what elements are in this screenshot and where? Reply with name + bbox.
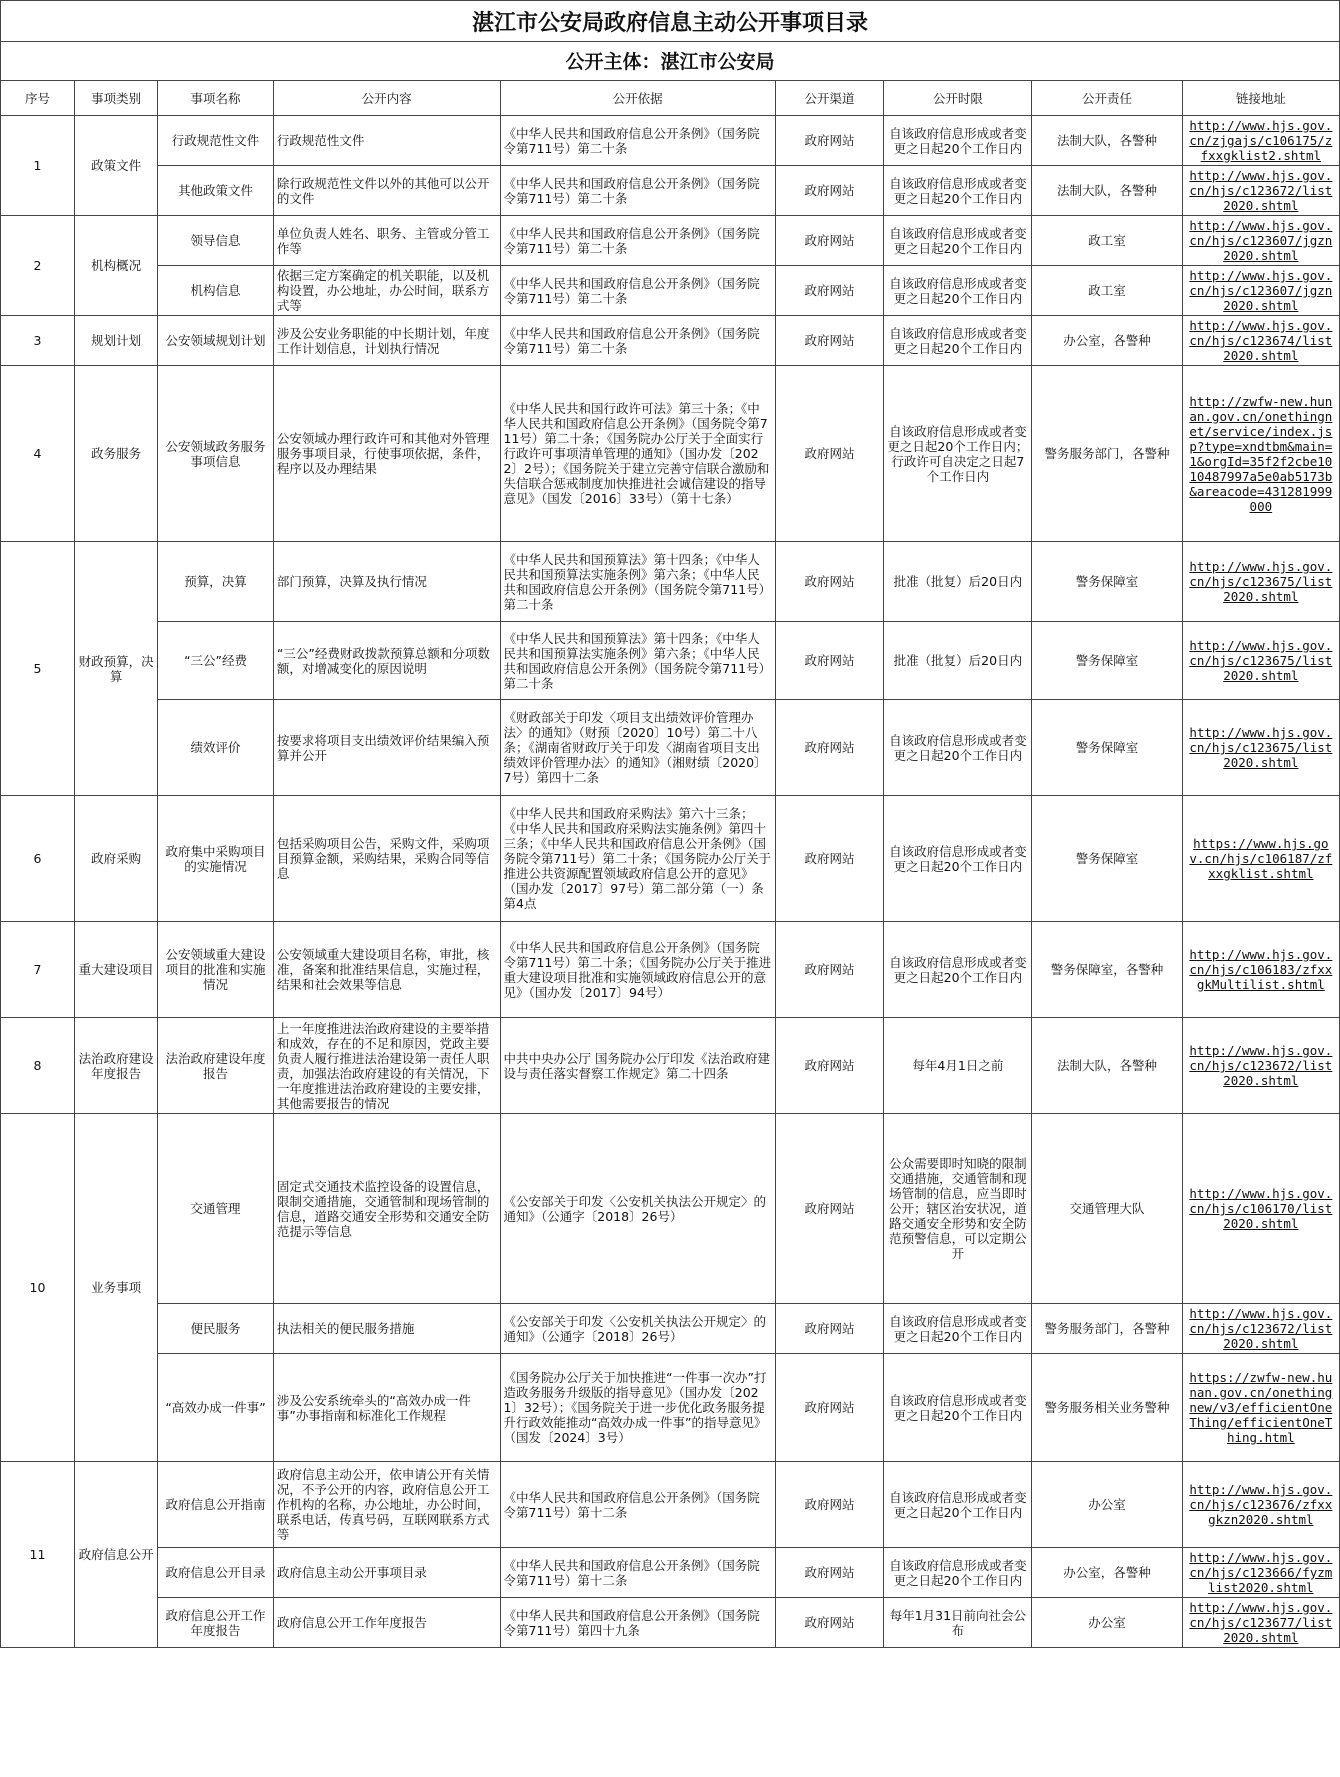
cell-content: 固定式交通技术监控设备的设置信息，限制交通措施，交通管制和现场管制的信息，道路交通安全形势和交通安全防范提示等信息 (273, 1114, 500, 1304)
table-row (1, 922, 1340, 1018)
cell-time-limit: 批准（批复）后20日内 (884, 542, 1032, 622)
cell-channel: 政府网站 (775, 366, 884, 542)
cell-basis: 《中华人民共和国预算法》第十四条；《中华人民共和国预算法实施条例》第六条；《中华人民共和国政府信息公开条例》（国务院令第711号）第二十条 (500, 622, 775, 700)
link-url[interactable]: http://www.hjs.gov.cn/hjs/c123672/list2020.shtml (1182, 166, 1339, 216)
link-url[interactable]: http://www.hjs.gov.cn/hjs/c123672/list2020.shtml (1182, 1018, 1339, 1114)
cell-category: 法治政府建设年度报告 (75, 1018, 158, 1114)
link-url[interactable]: http://www.hjs.gov.cn/hjs/c123666/fyzmlist2020.shtml (1182, 1548, 1339, 1598)
cell-content: 涉及公安系统牵头的“高效办成一件事”办事指南和标准化工作规程 (273, 1354, 500, 1462)
cell-content: “三公”经费财政拨款预算总额和分项数额，对增减变化的原因说明 (273, 622, 500, 700)
cell-item-name: 绩效评价 (158, 700, 274, 796)
cell-seq: 4 (1, 366, 75, 542)
link-url[interactable]: http://www.hjs.gov.cn/hjs/c123672/list2020.shtml (1182, 1304, 1339, 1354)
table-row (1, 1018, 1340, 1114)
cell-content: 上一年度推进法治政府建设的主要举措和成效，存在的不足和原因，党政主要负责人履行推进法治建设第一责任人职责，加强法治政府建设的有关情况，下一年度推进法治政府建设的主要安排，其他需要报告的情况 (273, 1018, 500, 1114)
cell-basis: 《中华人民共和国预算法》第十四条；《中华人民共和国预算法实施条例》第六条；《中华人民共和国政府信息公开条例》（国务院令第711号）第二十条 (500, 542, 775, 622)
cell-category: 政务服务 (75, 366, 158, 542)
header-responsibility: 公开责任 (1032, 81, 1182, 116)
header-content: 公开内容 (273, 81, 500, 116)
cell-seq: 2 (1, 216, 75, 316)
cell-content: 公安领域重大建设项目名称，审批，核准，备案和批准结果信息，实施过程，结果和社会效果等信息 (273, 922, 500, 1018)
link-url[interactable]: http://www.hjs.gov.cn/hjs/c123674/list2020.shtml (1182, 316, 1339, 366)
cell-time-limit: 公众需要即时知晓的限制交通措施，交通管制和现场管制的信息，应当即时公开；辖区治安状况，道路交通安全形势和安全防范预警信息，可以定期公开 (884, 1114, 1032, 1304)
cell-item-name: 法治政府建设年度报告 (158, 1018, 274, 1114)
cell-channel: 政府网站 (775, 622, 884, 700)
cell-basis: 《中华人民共和国政府信息公开条例》（国务院令第711号）第二十条 (500, 266, 775, 316)
cell-responsibility: 政工室 (1032, 266, 1182, 316)
cell-item-name: 预算，决算 (158, 542, 274, 622)
cell-category: 政策文件 (75, 116, 158, 216)
cell-seq: 10 (1, 1114, 75, 1462)
cell-responsibility: 警务保障室 (1032, 622, 1182, 700)
cell-channel: 政府网站 (775, 1304, 884, 1354)
cell-seq: 11 (1, 1462, 75, 1648)
link-url[interactable]: http://www.hjs.gov.cn/hjs/c123675/list2020.shtml (1182, 700, 1339, 796)
cell-responsibility: 法制大队，各警种 (1032, 166, 1182, 216)
cell-responsibility: 警务服务相关业务警种 (1032, 1354, 1182, 1462)
link-url[interactable]: https://www.hjs.gov.cn/hjs/c106187/zfxxgklist.shtml (1182, 796, 1339, 922)
table-row (1, 1462, 1340, 1548)
cell-channel: 政府网站 (775, 700, 884, 796)
cell-time-limit: 自该政府信息形成或者变更之日起20个工作日内；行政许可自决定之日起7个工作日内 (884, 366, 1032, 542)
cell-item-name: 便民服务 (158, 1304, 274, 1354)
cell-channel: 政府网站 (775, 166, 884, 216)
cell-basis: 《中华人民共和国政府信息公开条例》（国务院令第711号）第二十条；《国务院办公厅关于推进重大建设项目批准和实施领域政府信息公开的意见》（国办发〔2017〕94号） (500, 922, 775, 1018)
cell-channel: 政府网站 (775, 1598, 884, 1648)
cell-category: 机构概况 (75, 216, 158, 316)
table-row (1, 216, 1340, 266)
table-row (1, 1598, 1340, 1648)
link-url[interactable]: http://www.hjs.gov.cn/hjs/c106183/zfxxgkMultilist.shtml (1182, 922, 1339, 1018)
table-row (1, 1354, 1340, 1462)
cell-responsibility: 办公室 (1032, 1462, 1182, 1548)
table-row (1, 366, 1340, 542)
cell-item-name: 公安领域规划计划 (158, 316, 274, 366)
cell-seq: 8 (1, 1018, 75, 1114)
cell-category: 财政预算，决算 (75, 542, 158, 796)
cell-responsibility: 办公室 (1032, 1598, 1182, 1648)
cell-basis: 《中华人民共和国政府信息公开条例》（国务院令第711号）第四十九条 (500, 1598, 775, 1648)
cell-content: 涉及公安业务职能的中长期计划，年度工作计划信息，计划执行情况 (273, 316, 500, 366)
cell-content: 依据三定方案确定的机关职能，以及机构设置，办公地址，办公时间，联系方式等 (273, 266, 500, 316)
header-basis: 公开依据 (500, 81, 775, 116)
cell-time-limit: 自该政府信息形成或者变更之日起20个工作日内 (884, 796, 1032, 922)
cell-item-name: 领导信息 (158, 216, 274, 266)
cell-item-name: 交通管理 (158, 1114, 274, 1304)
cell-category: 业务事项 (75, 1114, 158, 1462)
cell-basis: 《中华人民共和国政府信息公开条例》（国务院令第711号）第十二条 (500, 1462, 775, 1548)
cell-item-name: 行政规范性文件 (158, 116, 274, 166)
cell-basis: 中共中央办公厅 国务院办公厅印发《法治政府建设与责任落实督察工作规定》第二十四条 (500, 1018, 775, 1114)
cell-seq: 7 (1, 922, 75, 1018)
cell-category: 政府采购 (75, 796, 158, 922)
header-item-name: 事项名称 (158, 81, 274, 116)
cell-time-limit: 自该政府信息形成或者变更之日起20个工作日内 (884, 266, 1032, 316)
page-title: 湛江市公安局政府信息主动公开事项目录 (0, 0, 1340, 42)
catalog-table (0, 80, 1340, 1648)
cell-basis: 《中华人民共和国行政许可法》第三十条；《中华人民共和国政府信息公开条例》（国务院令第711号）第二十条；《国务院办公厅关于全面实行行政许可事项清单管理的通知》（国办发〔2022〕2号）；《国务院关于建立完善守信联合激励和失信联合惩戒制度加快推进社会诚信建设的指导意见》（国发〔2016〕33号）（第十七条） (500, 366, 775, 542)
cell-item-name: 政府信息公开指南 (158, 1462, 274, 1548)
cell-responsibility: 法制大队，各警种 (1032, 116, 1182, 166)
table-row (1, 316, 1340, 366)
table-row (1, 166, 1340, 216)
cell-content: 部门预算，决算及执行情况 (273, 542, 500, 622)
cell-time-limit: 自该政府信息形成或者变更之日起20个工作日内 (884, 922, 1032, 1018)
link-url[interactable]: http://zwfw-new.hunan.gov.cn/onethingnet/service/index.jsp?type=xndtbm&main=1&orgId=35f2f2cbe1010487997a5e0ab5173b&areacode=431281999000 (1182, 366, 1339, 542)
cell-seq: 1 (1, 116, 75, 216)
cell-channel: 政府网站 (775, 316, 884, 366)
table-row (1, 622, 1340, 700)
table-row (1, 1114, 1340, 1304)
cell-item-name: 其他政策文件 (158, 166, 274, 216)
link-url[interactable]: http://www.hjs.gov.cn/hjs/c106170/list2020.shtml (1182, 1114, 1339, 1304)
table-row (1, 116, 1340, 166)
cell-channel: 政府网站 (775, 1548, 884, 1598)
cell-content: 单位负责人姓名、职务、主管或分管工作等 (273, 216, 500, 266)
cell-responsibility: 警务保障室 (1032, 796, 1182, 922)
link-url[interactable]: http://www.hjs.gov.cn/hjs/c123607/jgzn2020.shtml (1182, 266, 1339, 316)
cell-content: 政府信息主动公开事项目录 (273, 1548, 500, 1598)
cell-responsibility: 法制大队，各警种 (1032, 1018, 1182, 1114)
cell-channel: 政府网站 (775, 1462, 884, 1548)
table-row (1, 1548, 1340, 1598)
cell-content: 包括采购项目公告，采购文件，采购项目预算金额，采购结果，采购合同等信息 (273, 796, 500, 922)
cell-time-limit: 自该政府信息形成或者变更之日起20个工作日内 (884, 700, 1032, 796)
header-channel: 公开渠道 (775, 81, 884, 116)
cell-time-limit: 自该政府信息形成或者变更之日起20个工作日内 (884, 216, 1032, 266)
table-row (1, 1304, 1340, 1354)
cell-basis: 《中华人民共和国政府信息公开条例》（国务院令第711号）第二十条 (500, 316, 775, 366)
table-row (1, 266, 1340, 316)
cell-time-limit: 自该政府信息形成或者变更之日起20个工作日内 (884, 116, 1032, 166)
cell-responsibility: 警务服务部门，各警种 (1032, 1304, 1182, 1354)
cell-content: 政府信息公开工作年度报告 (273, 1598, 500, 1648)
header-seq: 序号 (1, 81, 75, 116)
cell-basis: 《中华人民共和国政府采购法》第六十三条；《中华人民共和国政府采购法实施条例》第四十三条；《中华人民共和国政府信息公开条例》（国务院令第711号）第二十条；《国务院办公厅关于推进公共资源配置领域政府信息公开的意见》（国办发〔2017〕97号）第二部分第（一）条第4点 (500, 796, 775, 922)
table-row (1, 542, 1340, 622)
cell-time-limit: 自该政府信息形成或者变更之日起20个工作日内 (884, 166, 1032, 216)
cell-time-limit: 自该政府信息形成或者变更之日起20个工作日内 (884, 316, 1032, 366)
cell-basis: 《国务院办公厅关于加快推进“一件事一次办”打造政务服务升级版的指导意见》（国办发〔2021〕32号）；《国务院关于进一步优化政务服务提升行政效能推动“高效办成一件事”的指导意见》（国发〔2024〕3号） (500, 1354, 775, 1462)
cell-content: 除行政规范性文件以外的其他可以公开的文件 (273, 166, 500, 216)
link-url[interactable]: http://www.hjs.gov.cn/hjs/c123675/list2020.shtml (1182, 542, 1339, 622)
cell-channel: 政府网站 (775, 1114, 884, 1304)
cell-responsibility: 警务保障室 (1032, 542, 1182, 622)
cell-basis: 《公安部关于印发〈公安机关执法公开规定〉的通知》（公通字〔2018〕26号） (500, 1114, 775, 1304)
cell-item-name: 公安领域政务服务事项信息 (158, 366, 274, 542)
header-category: 事项类别 (75, 81, 158, 116)
cell-seq: 5 (1, 542, 75, 796)
cell-content: 公安领域办理行政许可和其他对外管理服务事项目录，行使事项依据，条件，程序以及办理结果 (273, 366, 500, 542)
table-body (1, 116, 1340, 1648)
cell-responsibility: 政工室 (1032, 216, 1182, 266)
cell-time-limit: 每年4月1日之前 (884, 1018, 1032, 1114)
cell-time-limit: 自该政府信息形成或者变更之日起20个工作日内 (884, 1354, 1032, 1462)
cell-responsibility: 办公室，各警种 (1032, 316, 1182, 366)
cell-content: 执法相关的便民服务措施 (273, 1304, 500, 1354)
cell-channel: 政府网站 (775, 542, 884, 622)
cell-category: 政府信息公开 (75, 1462, 158, 1648)
cell-content: 政府信息主动公开，依申请公开有关情况，不予公开的内容，政府信息公开工作机构的名称，办公地址，办公时间，联系电话，传真号码，互联网联系方式等 (273, 1462, 500, 1548)
cell-seq: 3 (1, 316, 75, 366)
cell-time-limit: 自该政府信息形成或者变更之日起20个工作日内 (884, 1304, 1032, 1354)
cell-time-limit: 自该政府信息形成或者变更之日起20个工作日内 (884, 1548, 1032, 1598)
header-time-limit: 公开时限 (884, 81, 1032, 116)
cell-seq: 6 (1, 796, 75, 922)
cell-time-limit: 批准（批复）后20日内 (884, 622, 1032, 700)
cell-basis: 《中华人民共和国政府信息公开条例》（国务院令第711号）第二十条 (500, 216, 775, 266)
cell-item-name: 政府信息公开目录 (158, 1548, 274, 1598)
cell-responsibility: 交通管理大队 (1032, 1114, 1182, 1304)
cell-basis: 《财政部关于印发〈项目支出绩效评价管理办法〉的通知》（财预〔2020〕10号）第二十八条；《湖南省财政厅关于印发〈湖南省项目支出绩效评价管理办法〉的通知》（湘财绩〔2020〕7号）第四十二条 (500, 700, 775, 796)
cell-channel: 政府网站 (775, 216, 884, 266)
cell-item-name: 政府集中采购项目的实施情况 (158, 796, 274, 922)
cell-content: 行政规范性文件 (273, 116, 500, 166)
cell-basis: 《公安部关于印发〈公安机关执法公开规定〉的通知》（公通字〔2018〕26号） (500, 1304, 775, 1354)
cell-item-name: “三公”经费 (158, 622, 274, 700)
link-url[interactable]: http://www.hjs.gov.cn/hjs/c123675/list2020.shtml (1182, 622, 1339, 700)
link-url[interactable]: http://www.hjs.gov.cn/zjgajs/c106175/zfxxgklist2.shtml (1182, 116, 1339, 166)
cell-responsibility: 办公室，各警种 (1032, 1548, 1182, 1598)
cell-responsibility: 警务服务部门，各警种 (1032, 366, 1182, 542)
cell-item-name: “高效办成一件事” (158, 1354, 274, 1462)
link-url[interactable]: http://www.hjs.gov.cn/hjs/c123677/list2020.shtml (1182, 1598, 1339, 1648)
cell-responsibility: 警务保障室，各警种 (1032, 922, 1182, 1018)
cell-item-name: 公安领域重大建设项目的批准和实施情况 (158, 922, 274, 1018)
cell-channel: 政府网站 (775, 796, 884, 922)
cell-basis: 《中华人民共和国政府信息公开条例》（国务院令第711号）第十二条 (500, 1548, 775, 1598)
cell-channel: 政府网站 (775, 922, 884, 1018)
cell-channel: 政府网站 (775, 116, 884, 166)
link-url[interactable]: http://www.hjs.gov.cn/hjs/c123676/zfxxgkzn2020.shtml (1182, 1462, 1339, 1548)
table-header-row (1, 81, 1340, 116)
header-link: 链接地址 (1182, 81, 1339, 116)
cell-content: 按要求将项目支出绩效评价结果编入预算并公开 (273, 700, 500, 796)
cell-item-name: 政府信息公开工作年度报告 (158, 1598, 274, 1648)
link-url[interactable]: https://zwfw-new.hunan.gov.cn/onethingnew/v3/efficientOneThing/efficientOneThing.html (1182, 1354, 1339, 1462)
cell-basis: 《中华人民共和国政府信息公开条例》（国务院令第711号）第二十条 (500, 116, 775, 166)
cell-category: 规划计划 (75, 316, 158, 366)
link-url[interactable]: http://www.hjs.gov.cn/hjs/c123607/jgzn2020.shtml (1182, 216, 1339, 266)
cell-channel: 政府网站 (775, 266, 884, 316)
cell-time-limit: 每年1月31日前向社会公布 (884, 1598, 1032, 1648)
page-subtitle: 公开主体：湛江市公安局 (0, 40, 1340, 81)
cell-basis: 《中华人民共和国政府信息公开条例》（国务院令第711号）第二十条 (500, 166, 775, 216)
table-row (1, 700, 1340, 796)
cell-channel: 政府网站 (775, 1354, 884, 1462)
cell-category: 重大建设项目 (75, 922, 158, 1018)
cell-item-name: 机构信息 (158, 266, 274, 316)
table-row (1, 796, 1340, 922)
cell-time-limit: 自该政府信息形成或者变更之日起20个工作日内 (884, 1462, 1032, 1548)
cell-channel: 政府网站 (775, 1018, 884, 1114)
cell-responsibility: 警务保障室 (1032, 700, 1182, 796)
